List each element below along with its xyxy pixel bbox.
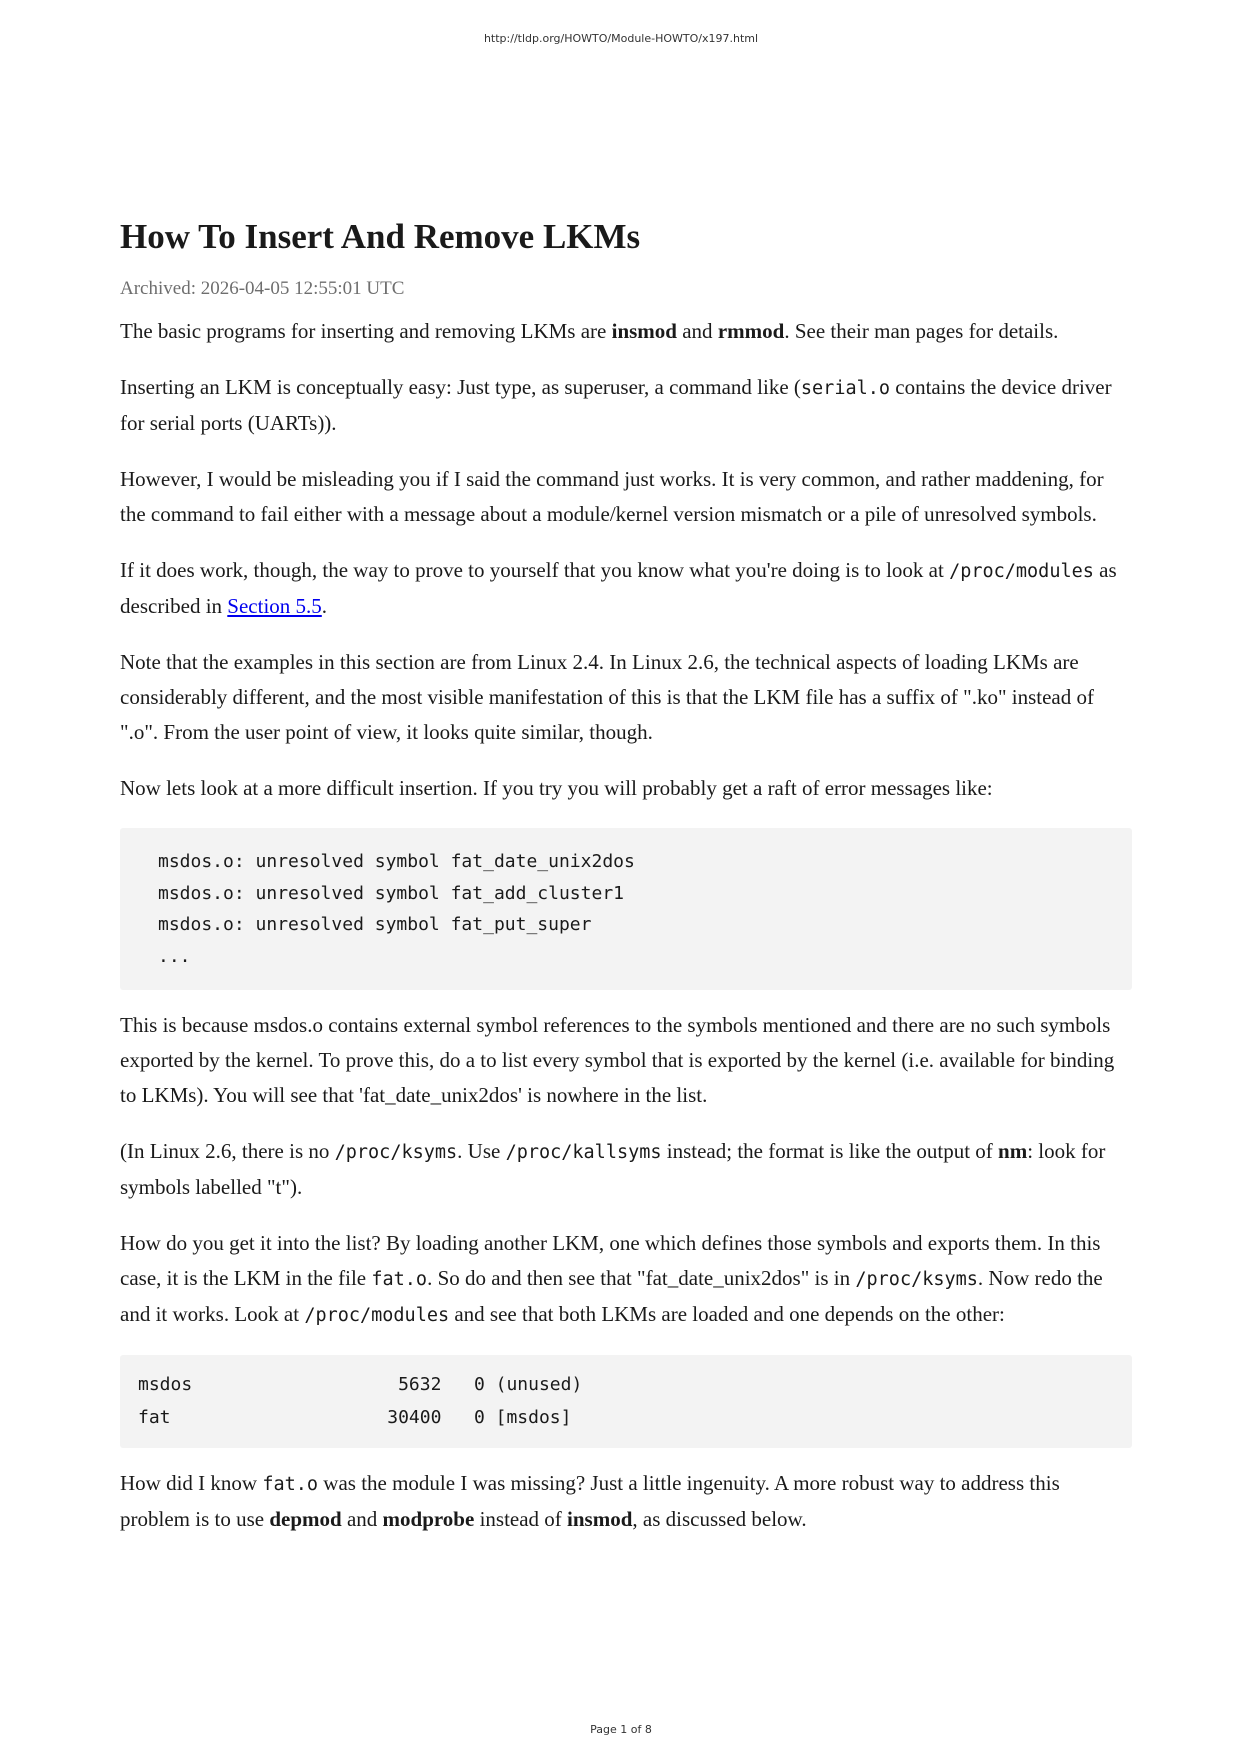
depmod-command: depmod [269, 1507, 342, 1531]
paragraph-6: Now lets look at a more difficult insertion. If you try you will probably get a raft of error messages like: [120, 776, 993, 800]
paragraph-5: Note that the examples in this section are from Linux 2.4. In Linux 2.6, the technical aspects of loading LKMs are considerably different, and the most visible manifestation of this is that the LKM file has a suffix of ".ko" instead of ".o". From the user point of view, it looks quite similar, though. [120, 650, 1094, 744]
inline-code: /proc/ksyms [855, 1269, 978, 1290]
inline-code: serial.o [800, 378, 891, 399]
paragraph-10: How did I know fat.o was the module I was missing? Just a little ingenuity. A more robust way to address this problem is to use depmod and modprobe instead of insmod, as discussed below. [120, 1471, 1060, 1531]
paragraph-9: How do you get it into the list? By loading another LKM, one which defines those symbols and exports them. In this case, it is the LKM in the file fat.o. So do and then see that "fat_date_unix2dos" is in /proc/ksyms. Now redo the and it works. Look at /proc/modules and see that both LKMs are loaded and one depends on the other: [120, 1231, 1103, 1326]
insmod-command: insmod [611, 319, 677, 343]
archived-timestamp: Archived: 2026-04-05 12:55:01 UTC [120, 278, 405, 299]
inline-code: /proc/modules [304, 1305, 450, 1326]
paragraph-7: This is because msdos.o contains external symbol references to the symbols mentioned and there are no such symbols exported by the kernel. To prove this, do a to list every symbol that is exported by the kernel (i.e. available for binding to LKMs). You will see that 'fat_date_unix2dos' is nowhere in the list. [120, 1013, 1115, 1107]
paragraph-8: (In Linux 2.6, there is no /proc/ksyms. Use /proc/kallsyms instead; the format is like the output of nm: look for symbols labelled "t"). [120, 1139, 1106, 1199]
page-url: http://tldp.org/HOWTO/Module-HOWTO/x197.html [483, 32, 759, 45]
inline-code: /proc/ksyms [334, 1142, 458, 1163]
paragraph-4: If it does work, though, the way to prove to yourself that you know what you're doing is to look at /proc/modules as described in Section 5.5. [120, 558, 1117, 618]
paragraph-1: The basic programs for inserting and removing LKMs are insmod and rmmod. See their man pages for details. [120, 319, 1059, 343]
inline-code: fat.o [262, 1474, 319, 1495]
section-link[interactable]: Section 5.5 [227, 594, 322, 618]
code-block-errors: msdos.o: unresolved symbol fat_date_unix2dos msdos.o: unresolved symbol fat_add_cluster1 msdos.o: unresolved symbol fat_put_super ... [120, 828, 1132, 990]
page-number: Page 1 of 8 [590, 1723, 652, 1736]
nm-command: nm [998, 1139, 1028, 1163]
insmod-command: insmod [567, 1507, 633, 1531]
article [120, 212, 1132, 1537]
paragraph-2: Inserting an LKM is conceptually easy: Just type, as superuser, a command like (serial.o contains the device driver for serial ports (UARTs)). [120, 375, 1112, 435]
inline-code: /proc/modules [949, 561, 1094, 582]
modprobe-command: modprobe [382, 1507, 475, 1531]
inline-code: fat.o [371, 1269, 428, 1290]
rmmod-command: rmmod [717, 319, 785, 343]
page-title: How To Insert And Remove LKMs [120, 217, 641, 256]
code-block-modules: msdos 5632 0 (unused) fat 30400 0 [msdos] [120, 1355, 1132, 1448]
paragraph-3: However, I would be misleading you if I said the command just works. It is very common, and rather maddening, for the command to fail either with a message about a module/kernel version mismatch or a pile of unresolved symbols. [120, 467, 1104, 526]
inline-code: /proc/kallsyms [505, 1142, 662, 1163]
